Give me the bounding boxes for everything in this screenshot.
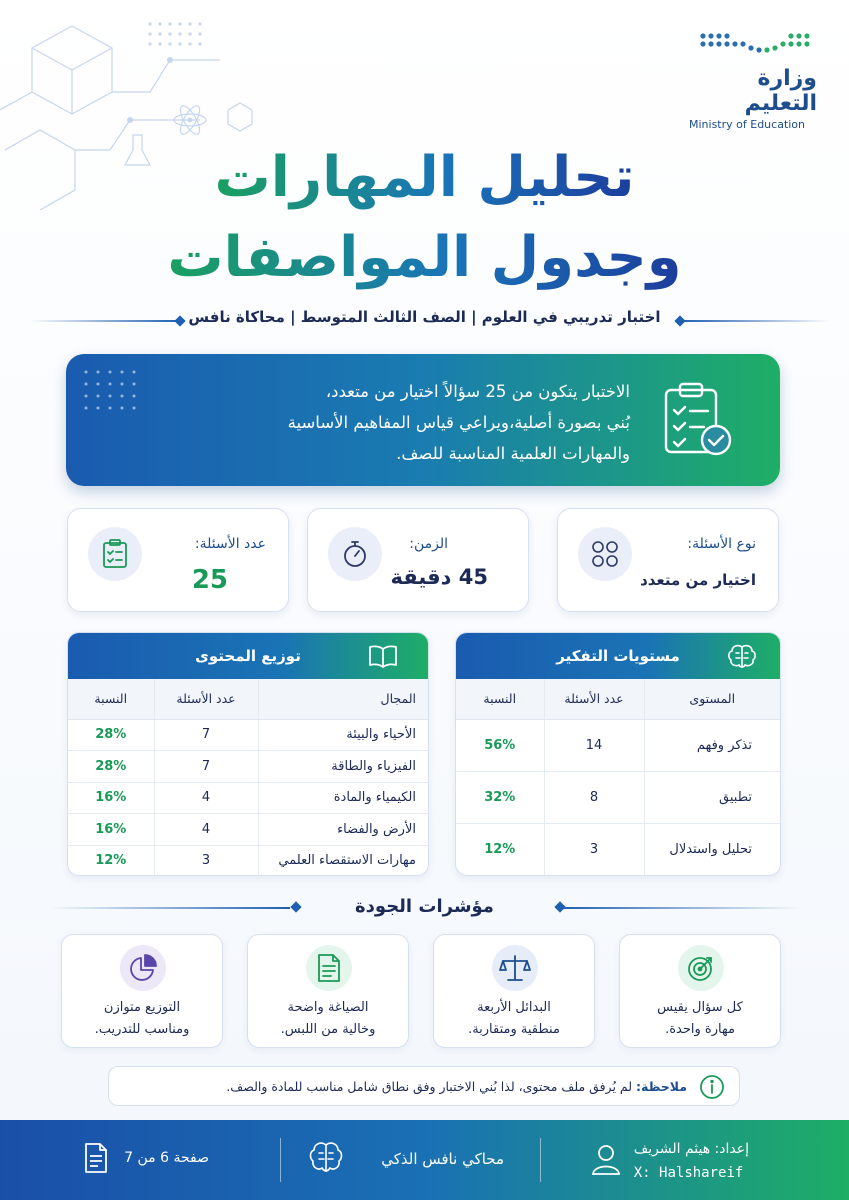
domain-cell: الأرض والفضاء (258, 814, 428, 846)
quality-card (61, 934, 223, 1048)
footer-bar (0, 1120, 849, 1200)
content-table (68, 679, 428, 876)
count-cell: 8 (544, 771, 644, 823)
stat-label: عدد الأسئلة: (194, 536, 266, 552)
percent-cell: 16% (68, 814, 154, 846)
stat-card-question-type (557, 508, 779, 612)
table-title: مستويات التفكير (556, 647, 680, 665)
logo-arabic-text: وزارة التعليم (744, 66, 817, 116)
percent-cell: 28% (68, 751, 154, 783)
quality-line: ومناسب للتدريب. (94, 1022, 190, 1037)
page-subtitle: اختبار تدريبي في العلوم | الصف الثالث المتوسط | محاكاة نافس (188, 308, 661, 326)
table-header (456, 633, 780, 679)
stat-card-question-count (67, 508, 289, 612)
ministry-logo-dots-icon (697, 28, 817, 58)
quality-card (247, 934, 409, 1048)
banner-line: والمهارات العلمية المناسبة للصف. (396, 444, 630, 463)
quality-card (619, 934, 781, 1048)
level-cell: تطبيق (644, 771, 780, 823)
table-row (68, 782, 428, 814)
page-number: صفحة 6 من 7 (124, 1150, 209, 1166)
banner-line: بُني بصورة أصلية،ويراعي قياس المفاهيم الأساسية (287, 413, 630, 432)
level-cell: تذكر وفهم (644, 719, 780, 771)
brain-icon (308, 1140, 344, 1174)
column-header: عدد الأسئلة (154, 679, 258, 719)
target-icon (678, 945, 724, 991)
stat-value: 25 (191, 565, 228, 595)
stat-label: نوع الأسئلة: (687, 536, 756, 552)
quality-section-title: مؤشرات الجودة (355, 896, 494, 917)
simulator-name: محاكي نافس الذكي (381, 1150, 504, 1168)
pie-chart-icon (120, 945, 166, 991)
levels-table (456, 679, 780, 876)
count-cell: 7 (154, 719, 258, 751)
quality-card-text (624, 997, 776, 1041)
stat-label: الزمن: (409, 536, 448, 552)
count-cell: 14 (544, 719, 644, 771)
percent-cell: 12% (68, 845, 154, 876)
stat-card-duration (307, 508, 529, 612)
stat-value: 45 دقيقة (390, 565, 488, 589)
quality-line: منطقية ومتقاربة. (468, 1022, 560, 1037)
info-icon (699, 1074, 725, 1100)
percent-cell: 12% (456, 823, 544, 875)
quality-line: مهارة واحدة. (665, 1022, 735, 1037)
thinking-levels-table (455, 632, 781, 876)
column-header: النسبة (68, 679, 154, 719)
quality-line: البدائل الأربعة (477, 1000, 551, 1015)
clipboard-checklist-icon (660, 380, 736, 460)
summary-banner (66, 354, 780, 486)
domain-cell: الأحياء والبيئة (258, 719, 428, 751)
percent-cell: 32% (456, 771, 544, 823)
ministry-logo (687, 28, 817, 131)
table-row (456, 771, 780, 823)
note-body: لم يُرفق ملف محتوى، لذا بُني الاختبار وفق نطاق شامل مناسب للمادة والصف. (226, 1079, 636, 1094)
table-row (68, 845, 428, 876)
note-label: ملاحظة: (636, 1079, 687, 1094)
stat-value: اختيار من متعدد (640, 571, 756, 589)
column-header: عدد الأسئلة (544, 679, 644, 719)
balance-scale-icon (492, 945, 538, 991)
count-cell: 3 (154, 845, 258, 876)
note-box (108, 1066, 740, 1106)
table-row (68, 719, 428, 751)
banner-dots-decoration (82, 368, 162, 418)
logo-english-text: Ministry of Education (689, 118, 806, 131)
quality-line: كل سؤال يقيس (657, 1000, 743, 1015)
count-cell: 4 (154, 782, 258, 814)
quality-card-text (252, 997, 404, 1041)
user-icon (591, 1142, 621, 1176)
quality-card (433, 934, 595, 1048)
footer-divider (540, 1138, 541, 1182)
author-credit (634, 1137, 749, 1185)
table-title: توزيع المحتوى (195, 647, 301, 665)
table-row (456, 719, 780, 771)
banner-line: الاختبار يتكون من 25 سؤالاً اختيار من متعدد، (325, 382, 630, 401)
level-cell: تحليل واستدلال (644, 823, 780, 875)
domain-cell: الكيمياء والمادة (258, 782, 428, 814)
banner-description (170, 376, 630, 469)
quality-card-text (438, 997, 590, 1041)
page-title-line2: وجدول المواصفات (167, 225, 682, 290)
document-icon (306, 945, 352, 991)
quality-line: الصياغة واضحة (287, 1000, 369, 1015)
percent-cell: 16% (68, 782, 154, 814)
content-distribution-table (67, 632, 429, 876)
column-header: المجال (258, 679, 428, 719)
domain-cell: مهارات الاستقصاء العلمي (258, 845, 428, 876)
quality-line: وخالية من اللبس. (280, 1022, 376, 1037)
table-row (68, 751, 428, 783)
table-row (68, 814, 428, 846)
checklist-icon (88, 527, 142, 581)
open-book-icon (368, 643, 398, 669)
page-title-line1: تحليل المهارات (214, 145, 635, 210)
count-cell: 7 (154, 751, 258, 783)
column-header: المستوى (644, 679, 780, 719)
document-icon (83, 1142, 109, 1174)
brain-icon (726, 643, 758, 669)
footer-divider (280, 1138, 281, 1182)
stopwatch-icon (328, 527, 382, 581)
author-name: إعداد: هيثم الشريف (633, 1141, 749, 1157)
quality-card-text (66, 997, 218, 1041)
table-header (68, 633, 428, 679)
domain-cell: الفيزياء والطاقة (258, 751, 428, 783)
quality-line: التوزيع متوازن (103, 1000, 181, 1015)
count-cell: 3 (544, 823, 644, 875)
note-text (226, 1079, 687, 1094)
percent-cell: 56% (456, 719, 544, 771)
count-cell: 4 (154, 814, 258, 846)
percent-cell: 28% (68, 719, 154, 751)
column-header: النسبة (456, 679, 544, 719)
author-handle: X: Halshareif (633, 1165, 744, 1181)
options-grid-icon (578, 527, 632, 581)
table-row (456, 823, 780, 875)
